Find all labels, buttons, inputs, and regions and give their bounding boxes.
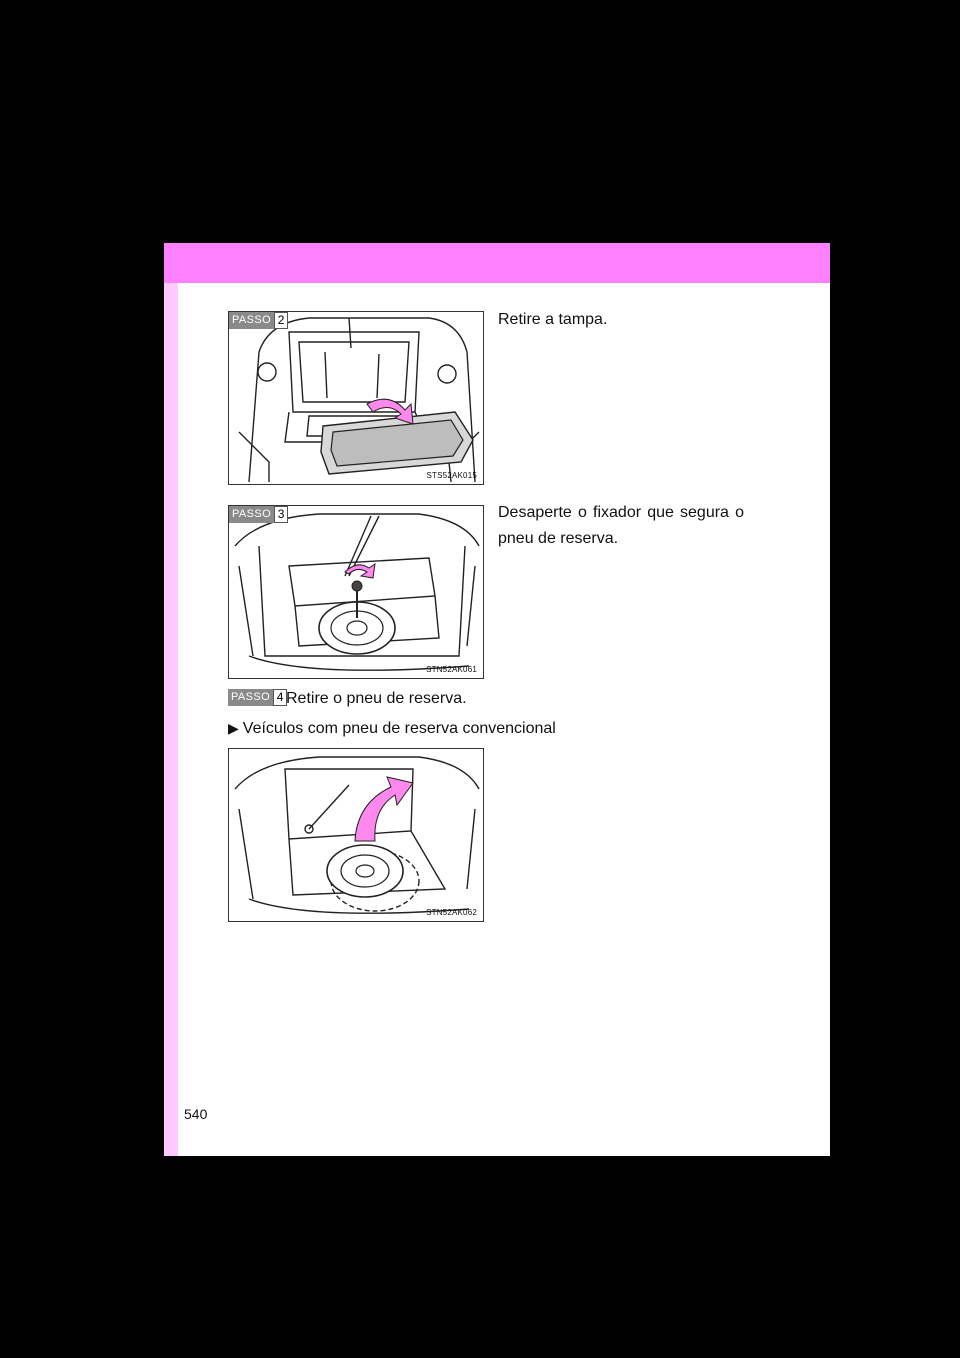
step-3-text: Desaperte o fixador que segura o pneu de reserva. <box>498 504 744 547</box>
step-tag-3: PASSO 3 <box>229 506 288 523</box>
trunk-cover-illustration <box>229 312 484 485</box>
step-4-text: Retire o pneu de reserva. <box>286 690 467 707</box>
figure-code: STN52AK062 <box>426 908 477 917</box>
spare-tire-icon <box>327 845 403 897</box>
side-strip <box>164 283 178 1156</box>
step-2-text: Retire a tampa. <box>498 311 608 328</box>
spare-tire-fastener-illustration <box>229 506 484 679</box>
triangle-right-icon: ▶ <box>228 720 239 736</box>
figure-code: STS52AK015 <box>426 471 477 480</box>
figure-remove-spare-tire <box>228 748 484 922</box>
step-tag-4: PASSO 4 <box>228 689 287 706</box>
fastener-icon <box>352 581 362 591</box>
figure-code: STN52AK061 <box>426 665 477 674</box>
header-band <box>164 243 830 283</box>
figure-remove-cover <box>228 311 484 485</box>
page-number: 540 <box>184 1106 208 1122</box>
figure-loosen-fastener <box>228 505 484 679</box>
manual-page <box>164 243 830 1156</box>
remove-spare-tire-illustration <box>229 749 484 922</box>
bullet-conventional-spare: ▶ Veículos com pneu de reserva convencional <box>228 720 556 737</box>
step-tag-2: PASSO 2 <box>229 312 288 329</box>
